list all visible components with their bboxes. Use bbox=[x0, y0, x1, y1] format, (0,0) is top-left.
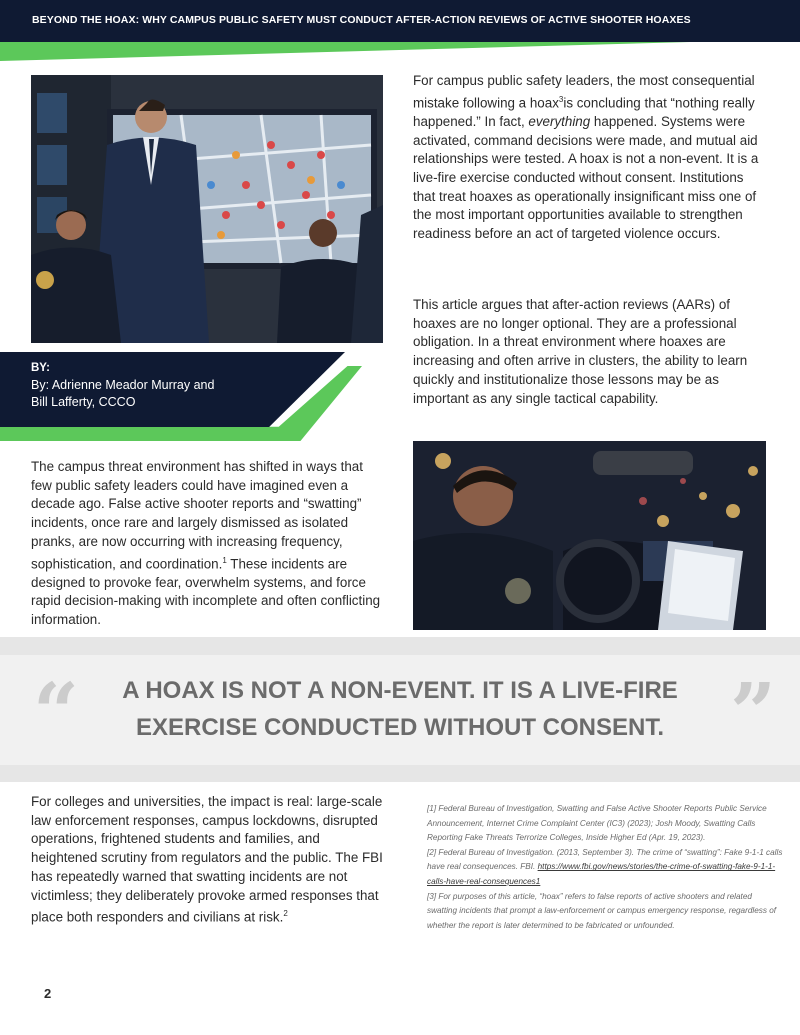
footnote-2-text: [2] Federal Bureau of Investigation. (2013, September 3). The crime of “swatting”: Fake 9-1-1 calls have real consequences. FBI. bbox=[427, 847, 783, 872]
officer-car-photo bbox=[413, 441, 766, 630]
close-quote-icon: ” bbox=[730, 665, 777, 759]
intro-emphasis: everything bbox=[528, 113, 591, 129]
threat-text: The campus threat environment has shifted in ways that few public safety leaders could have imagined even a decade ago. False active shooter reports and “swatting” incidents, once rare and largely dismissed as isolated pranks, are now occurring with increasing frequency, sophistication, and coordination. bbox=[31, 459, 363, 571]
footnote-ref-3: 3 bbox=[558, 94, 564, 104]
footnote-ref-1: 1 bbox=[222, 555, 227, 565]
open-quote-icon: “ bbox=[33, 665, 80, 759]
header-title: BEYOND THE HOAX: WHY CAMPUS PUBLIC SAFETY MUST CONDUCT AFTER-ACTION REVIEWS OF ACTIVE SHOOTER HOAXES bbox=[32, 14, 691, 26]
intro-text-c: happened. Systems were activated, command decisions were made, and mutual aid relationships were tested. A hoax is not a non-event. It is a live-fire exercise conducted without consent. Institutions that treat hoaxes as operationally insignificant miss one of the most important opportunities available to strengthen readiness before an act of targeted violence occurs. bbox=[413, 113, 759, 242]
impact-paragraph bbox=[31, 793, 383, 927]
briefing-room-photo bbox=[31, 75, 383, 343]
intro-text-b: is concluding that “nothing really happened.” In fact, bbox=[413, 95, 755, 129]
pull-quote-text: A HOAX IS NOT A NON-EVENT. IT IS A LIVE-FIRE EXERCISE CONDUCTED WITHOUT CONSENT. bbox=[122, 677, 678, 741]
footnote-2 bbox=[427, 846, 783, 890]
footnote-3: [3] For purposes of this article, “hoax” refers to false reports of active shooters and related swatting incidents that prompt a law-enforcement or campus emergency response, regardless of whether the report is later determined to be fabricated or unfounded. bbox=[427, 891, 777, 930]
header-bar bbox=[0, 0, 800, 42]
footnote-ref-2: 2 bbox=[283, 909, 288, 919]
intro-text-a: For campus public safety leaders, the most consequential mistake following a hoax bbox=[413, 73, 755, 111]
threat-text-after: These incidents are designed to provoke fear, overwhelm systems, and force rapid decision-making with incomplete and often conflicting information. bbox=[31, 555, 381, 628]
header-accent-stripe bbox=[0, 42, 690, 61]
byline-authors: By: Adrienne Meador Murray and Bill Lafferty, CCCO bbox=[31, 378, 215, 409]
threat-paragraph bbox=[31, 458, 383, 630]
intro-paragraph bbox=[413, 72, 769, 244]
byline-label: BY: bbox=[31, 362, 50, 374]
argument-paragraph: This article argues that after-action reviews (AARs) of hoaxes are no longer optional. They are a professional obligation. In a threat environment where hoaxes are increasing and often arrive in clusters, the ability to learn quickly and institutionalize those lessons may be as important as any single tactical capability. bbox=[413, 297, 748, 406]
footnote-2-link[interactable]: https://www.fbi.gov/news/stories/the-crime-of-swatting-fake-9-1-1-calls-have-real-consequences1 bbox=[427, 862, 776, 886]
impact-text: For colleges and universities, the impact is real: large-scale law enforcement responses, campus lockdowns, disrupted operations, frightened students and families, and heightened scrutiny from regulators and the public. The FBI has repeatedly warned that swatting incidents are not victimless; they deliberately provoke armed responses that place both responders and civilians at risk. bbox=[31, 794, 383, 925]
page-number: 2 bbox=[44, 986, 52, 1001]
footnotes bbox=[427, 802, 783, 933]
footnote-1: [1] Federal Bureau of Investigation, Swatting and False Active Shooter Reports Public Service Announcement, Internet Crime Complaint Center (IC3) (2023); Josh Moody, Swatting Calls Reporting Fake Threats Terrorize Colleges, Inside Higher Ed (Apr. 19, 2023). bbox=[427, 804, 767, 843]
